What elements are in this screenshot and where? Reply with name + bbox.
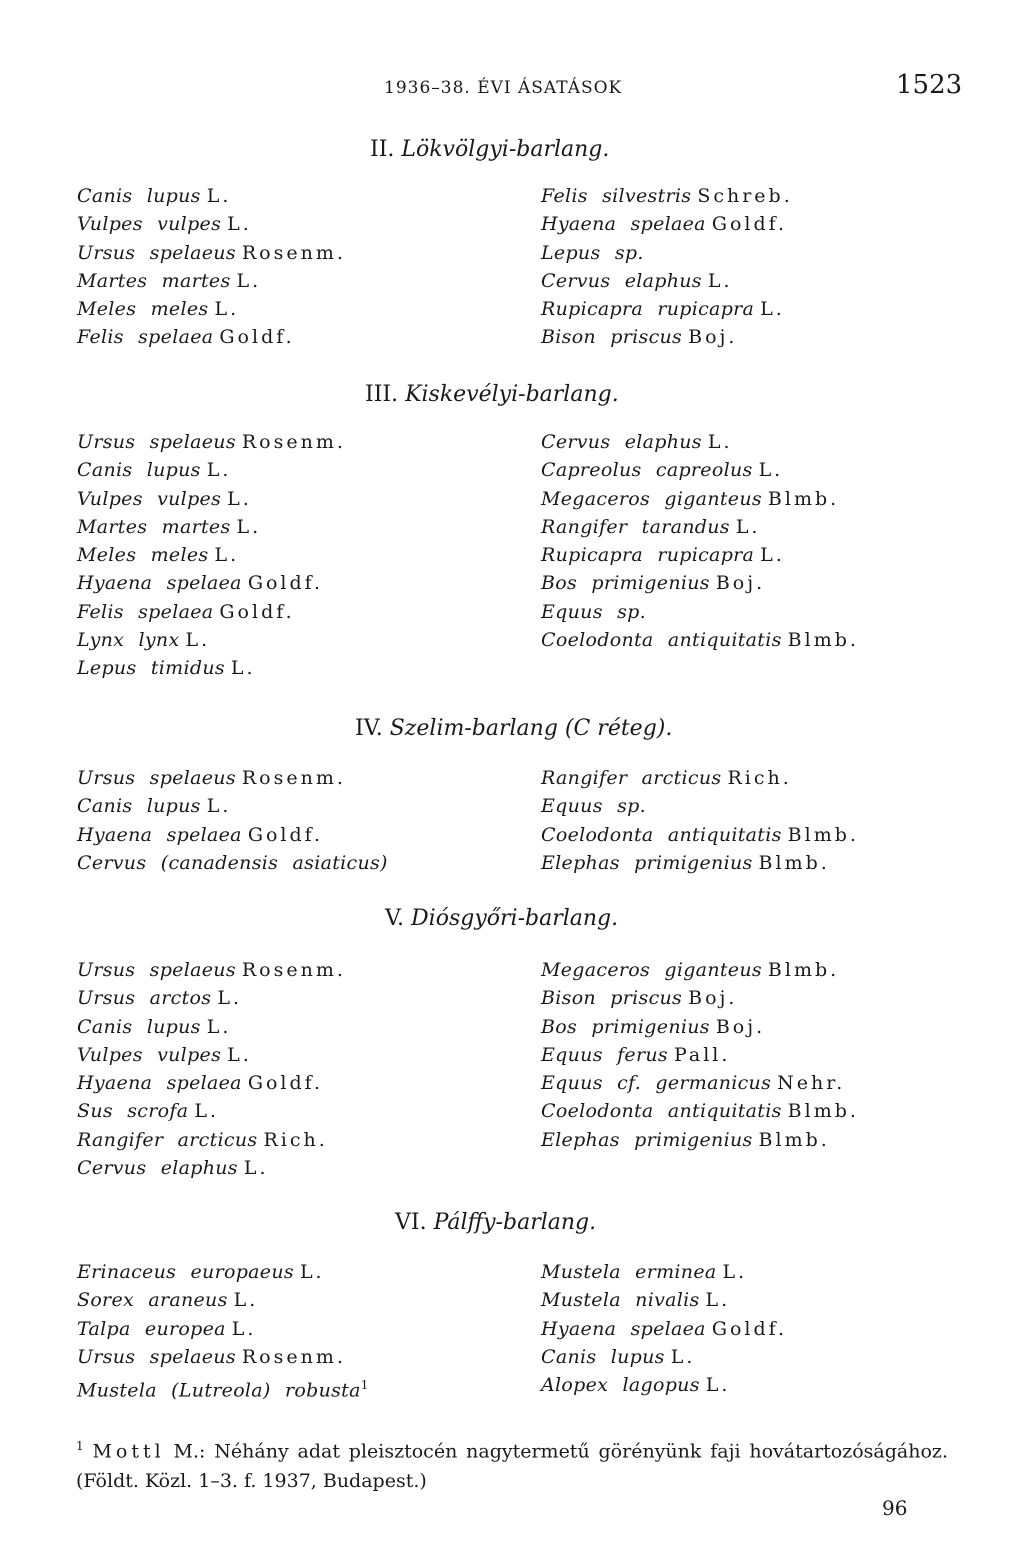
footnote-marker: 1	[360, 1378, 369, 1393]
list-item: Bos primigenius Boj.	[541, 572, 766, 595]
list-item: Felis spelaea Goldf.	[77, 600, 295, 623]
list-item: Capreolus capreolus L.	[541, 459, 784, 482]
list-item: Cervus (canadensis asiaticus)	[77, 851, 388, 874]
list-item: Hyaena spelaea Goldf.	[541, 213, 788, 236]
section-heading: II. Lökvölgyi-barlang.	[370, 137, 610, 162]
list-item: Coelodonta antiquitatis Blmb.	[541, 1100, 859, 1123]
section-heading: III. Kiskevélyi-barlang.	[365, 382, 619, 407]
list-item: Elephas primigenius Blmb.	[541, 851, 830, 874]
species-list-right	[541, 428, 859, 654]
list-item: Ursus spelaeus Rosenm.	[77, 959, 346, 981]
list-item: Lepus timidus L.	[77, 657, 256, 680]
list-item: Equus sp.	[541, 795, 646, 818]
list-item: Bison priscus Boj.	[541, 326, 738, 349]
list-item: Cervus elaphus L.	[77, 1157, 269, 1180]
species-list-left	[77, 428, 346, 683]
header-title: 1936–38. ÉVI ÁSATÁSOK	[384, 78, 623, 98]
list-item: Felis spelaea Goldf.	[77, 326, 295, 349]
section-heading: V. Diósgyőri-barlang.	[385, 906, 619, 931]
list-item: Lynx lynx L.	[77, 629, 211, 652]
list-item: Ursus spelaeus Rosenm.	[77, 1345, 346, 1368]
species-list-left	[77, 956, 346, 1182]
list-item: Vulpes vulpes L.	[77, 1043, 252, 1066]
list-item: Equus cf. germanicus Nehr.	[541, 1072, 846, 1095]
footnote	[76, 1431, 948, 1496]
list-item: Coelodonta antiquitatis Blmb.	[541, 823, 859, 846]
list-item: Ursus spelaeus Rosenm.	[77, 431, 346, 453]
list-item: Rupicapra rupicapra L.	[541, 298, 785, 321]
list-item: Erinaceus europaeus L.	[77, 1261, 325, 1283]
species-list-left	[77, 764, 394, 877]
list-item: Talpa europea L.	[77, 1317, 257, 1340]
list-item: Felis silvestris Schreb.	[541, 185, 793, 207]
list-item: Equus ferus Pall.	[541, 1043, 731, 1066]
list-item: Cervus elaphus L.	[541, 269, 733, 292]
species-list-left	[77, 1258, 369, 1402]
list-item: Canis lupus L.	[77, 1015, 232, 1038]
list-item: Martes martes L.	[77, 515, 262, 538]
list-item: Hyaena spelaea Goldf.	[77, 572, 324, 595]
list-item: Equus sp.	[541, 600, 646, 623]
species-list-right	[541, 1258, 787, 1399]
list-item: Canis lupus L.	[77, 795, 232, 818]
list-item: Bos primigenius Boj.	[541, 1015, 766, 1038]
species-list-right	[541, 182, 793, 352]
list-item: Bison priscus Boj.	[541, 987, 738, 1010]
list-item: Rangifer arcticus Rich.	[77, 1128, 328, 1151]
list-item: Hyaena spelaea Goldf.	[77, 823, 324, 846]
list-item: Canis lupus L.	[77, 185, 232, 207]
list-item: Alopex lagopus L.	[541, 1374, 731, 1397]
footnote-number: 1	[76, 1439, 84, 1453]
list-item: Cervus elaphus L.	[541, 431, 733, 453]
list-item: Rupicapra rupicapra L.	[541, 544, 785, 567]
list-item: Elephas primigenius Blmb.	[541, 1128, 830, 1151]
list-item: Mustela (Lutreola) robusta$^1$	[77, 1378, 369, 1402]
list-item: Rangifer tarandus L.	[541, 515, 761, 538]
list-item: Mustela erminea L.	[541, 1261, 748, 1283]
list-item: Coelodonta antiquitatis Blmb.	[541, 629, 859, 652]
list-item: Ursus spelaeus Rosenm.	[77, 767, 346, 789]
list-item: Canis lupus L.	[541, 1345, 696, 1368]
list-item: Vulpes vulpes L.	[77, 213, 252, 236]
species-list-left	[77, 182, 346, 352]
species-list-right	[541, 956, 859, 1154]
page-number: 96	[882, 1496, 908, 1520]
species-list-right	[541, 764, 859, 877]
list-item: Meles meles L.	[77, 298, 240, 321]
list-item: Rangifer arcticus Rich.	[541, 767, 792, 789]
list-item: Hyaena spelaea Goldf.	[541, 1317, 788, 1340]
header-page-number: 1523	[896, 70, 963, 100]
list-item: Mustela nivalis L.	[541, 1289, 731, 1312]
list-item: Lepus sp.	[541, 241, 644, 264]
section-heading: IV. Szelim-barlang (C réteg).	[355, 716, 673, 741]
list-item: Ursus arctos L.	[77, 987, 243, 1010]
list-item: Megaceros giganteus Blmb.	[541, 959, 840, 981]
list-item: Meles meles L.	[77, 544, 240, 567]
list-item: Megaceros giganteus Blmb.	[541, 487, 840, 510]
footnote-text: M.: Néhány adat pleisztocén nagytermetű görényünk faji hovátartozóságához. (Földt. Közl. 1–3. f. 1937, Budapest.)	[76, 1440, 948, 1493]
list-item: Sus scrofa L.	[77, 1100, 219, 1123]
list-item: Sorex araneus L.	[77, 1289, 259, 1312]
list-item: Canis lupus L.	[77, 459, 232, 482]
list-item: Ursus spelaeus Rosenm.	[77, 241, 346, 264]
section-heading: VI. Pálffy-barlang.	[395, 1210, 597, 1235]
footnote-author: Mottl	[92, 1440, 165, 1463]
list-item: Hyaena spelaea Goldf.	[77, 1072, 324, 1095]
list-item: Vulpes vulpes L.	[77, 487, 252, 510]
list-item: Martes martes L.	[77, 269, 262, 292]
